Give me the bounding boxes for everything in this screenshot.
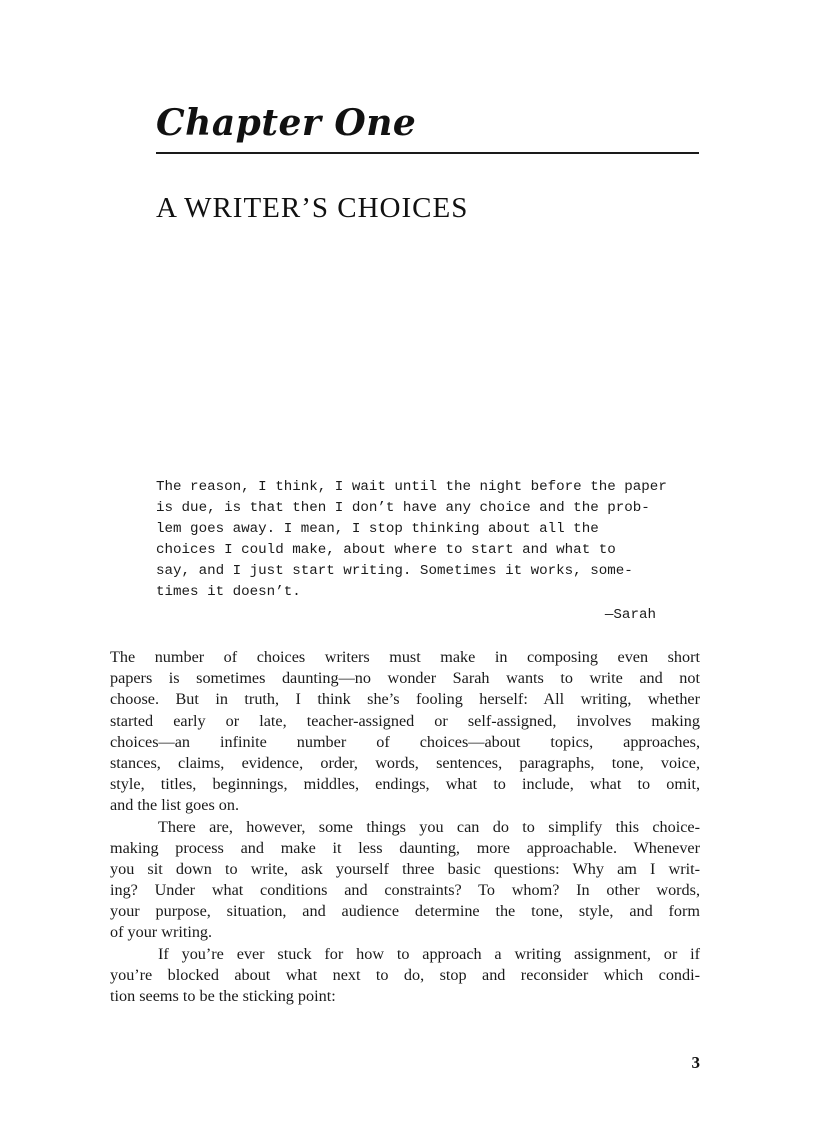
text-line: you’re blocked about what next to do, stop and reconsider which condi- [110,965,700,984]
text-line: started early or late, teacher-assigned or self-assigned, involves making [110,711,700,730]
chapter-label: Chapter One [156,102,417,144]
epigraph-line: choices I could make, about where to start and what to [156,542,616,558]
text-line: ing? Under what conditions and constraints? To whom? In other words, [110,881,700,900]
text-line: style, titles, beginnings, middles, endings, what to include, what to omit, [110,775,700,794]
epigraph-line: lem goes away. I mean, I stop thinking about all the [156,521,599,537]
text-line: The number of choices writers must make in composing even short [110,648,700,666]
body-text [110,647,700,1007]
epigraph-attribution: —Sarah [604,607,656,623]
epigraph [156,477,696,603]
text-line: stances, claims, evidence, order, words, sentences, paragraphs, tone, voice, [110,753,700,772]
text-line: papers is sometimes daunting—no wonder Sarah wants to write and not [110,669,700,688]
epigraph-line: say, and I just start writing. Sometimes it works, some- [156,563,633,579]
paragraph-1 [110,647,700,817]
epigraph-line: times it doesn’t. [156,584,301,600]
text-line: There are, however, some things you can do to simplify this choice- [158,817,700,836]
paragraph-3 [110,944,700,1008]
text-line: making process and make it less daunting, more approachable. Whenever [110,838,700,857]
text-line: your purpose, situation, and audience determine the tone, style, and form [110,902,700,921]
text-line: and the list goes on. [110,796,240,815]
epigraph-line: is due, is that then I don’t have any choice and the prob- [156,500,650,516]
text-line: you sit down to write, ask yourself three basic questions: Why am I writ- [110,859,700,878]
chapter-title: A WRITER’S CHOICES [156,192,469,224]
text-line: If you’re ever stuck for how to approach a writing assignment, or if [158,944,700,963]
text-line: choose. But in truth, I think she’s fooling herself: All writing, whether [110,690,700,709]
page-number: 3 [691,1053,700,1072]
epigraph-line: The reason, I think, I wait until the night before the paper [156,479,667,495]
chapter-rule [156,152,699,154]
text-line: of your writing. [110,923,213,942]
paragraph-2 [110,817,700,944]
text-line: tion seems to be the sticking point: [110,987,336,1005]
text-line: choices—an infinite number of choices—about topics, approaches, [110,732,700,751]
